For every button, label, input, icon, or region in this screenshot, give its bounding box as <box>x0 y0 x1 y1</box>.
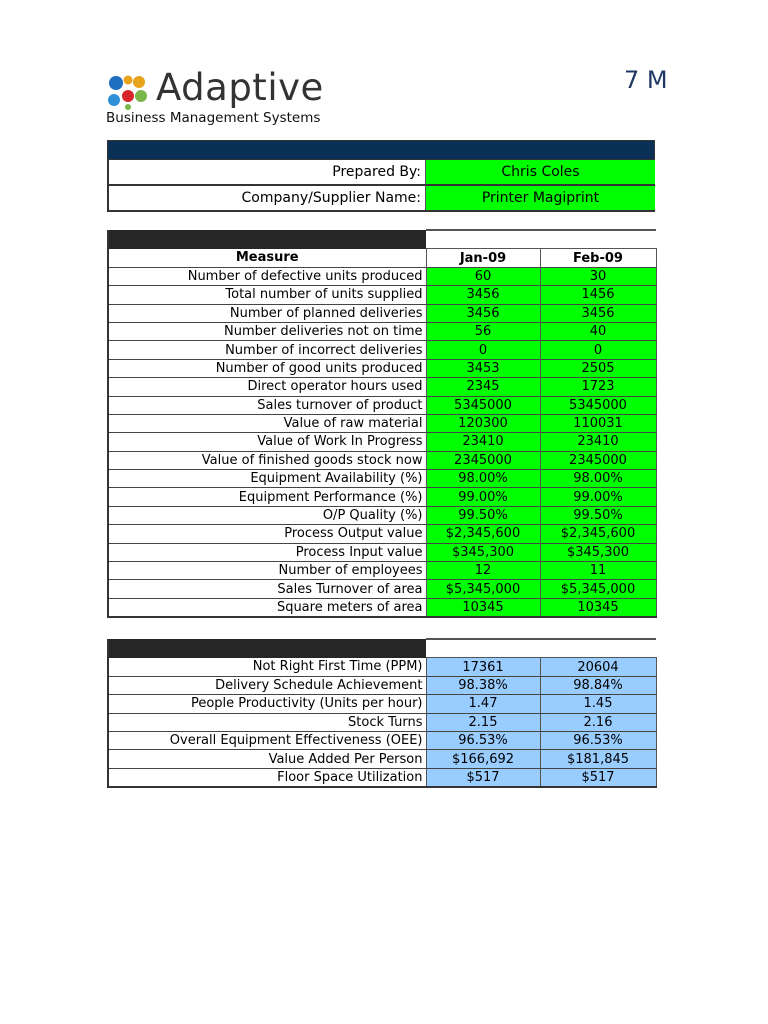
input-row <box>108 433 656 451</box>
cell-jan[interactable]: 60 <box>426 267 540 285</box>
cell-jan[interactable]: 99.50% <box>426 506 540 524</box>
cell-jan: 98.38% <box>426 676 540 694</box>
prepared-by-field[interactable]: Chris Coles <box>426 160 655 184</box>
input-row <box>108 322 656 340</box>
info-row-prepared-by <box>107 160 655 186</box>
cell-jan[interactable]: 2345000 <box>426 451 540 469</box>
input-row <box>108 488 656 506</box>
cell-feb[interactable]: 99.00% <box>540 488 656 506</box>
cell-jan[interactable]: 98.00% <box>426 470 540 488</box>
row-label: Value Added Per Person <box>108 750 426 768</box>
cell-jan[interactable]: 2345 <box>426 378 540 396</box>
cell-jan: 96.53% <box>426 731 540 749</box>
cell-jan[interactable]: $5,345,000 <box>426 580 540 598</box>
info-label: Company/Supplier Name: <box>109 186 426 210</box>
cell-jan[interactable]: 3456 <box>426 286 540 304</box>
input-row <box>108 304 656 322</box>
cell-jan: 1.47 <box>426 695 540 713</box>
input-row <box>108 341 656 359</box>
info-box <box>107 140 655 212</box>
row-label: Delivery Schedule Achievement <box>108 676 426 694</box>
row-label: Total number of units supplied <box>108 286 426 304</box>
input-row <box>108 562 656 580</box>
input-row <box>108 506 656 524</box>
cell-jan[interactable]: 3456 <box>426 304 540 322</box>
input-row <box>108 451 656 469</box>
inputs-body <box>108 267 656 617</box>
input-row <box>108 580 656 598</box>
row-label: Number of planned deliveries <box>108 304 426 322</box>
column-header-feb: Feb-09 <box>540 249 656 267</box>
row-label: Stock Turns <box>108 713 426 731</box>
cell-feb[interactable]: 5345000 <box>540 396 656 414</box>
info-header-bar <box>107 140 655 160</box>
cell-feb[interactable]: $2,345,600 <box>540 525 656 543</box>
row-label: Overall Equipment Effectiveness (OEE) <box>108 731 426 749</box>
results-table <box>107 638 657 788</box>
cell-jan[interactable]: 5345000 <box>426 396 540 414</box>
cell-jan[interactable]: 12 <box>426 562 540 580</box>
row-label: Sales Turnover of area <box>108 580 426 598</box>
input-row <box>108 359 656 377</box>
cell-jan[interactable]: $2,345,600 <box>426 525 540 543</box>
row-label: O/P Quality (%) <box>108 506 426 524</box>
row-label: Number deliveries not on time <box>108 322 426 340</box>
input-row <box>108 470 656 488</box>
result-row <box>108 731 656 749</box>
info-row-company <box>107 186 655 212</box>
row-label: Direct operator hours used <box>108 378 426 396</box>
cell-feb[interactable]: $5,345,000 <box>540 580 656 598</box>
cell-feb[interactable]: 2505 <box>540 359 656 377</box>
cell-jan[interactable]: $345,300 <box>426 543 540 561</box>
row-label: Number of good units produced <box>108 359 426 377</box>
row-label: Process Output value <box>108 525 426 543</box>
company-name-field[interactable]: Printer Magiprint <box>426 186 655 210</box>
cell-feb[interactable]: 2345000 <box>540 451 656 469</box>
row-label: Number of incorrect deliveries <box>108 341 426 359</box>
cell-feb: $181,845 <box>540 750 656 768</box>
cell-feb[interactable]: $345,300 <box>540 543 656 561</box>
input-row <box>108 414 656 432</box>
inputs-table <box>107 229 657 618</box>
results-section-header <box>108 639 656 658</box>
result-row <box>108 695 656 713</box>
input-row <box>108 396 656 414</box>
cell-feb: 98.84% <box>540 676 656 694</box>
inputs-section-header <box>108 230 656 249</box>
cell-feb[interactable]: 99.50% <box>540 506 656 524</box>
cell-feb: 1.45 <box>540 695 656 713</box>
row-label: Floor Space Utilization <box>108 768 426 787</box>
cell-feb[interactable]: 3456 <box>540 304 656 322</box>
cell-feb: 2.16 <box>540 713 656 731</box>
cell-feb[interactable]: 23410 <box>540 433 656 451</box>
logo-dots-icon <box>106 74 152 110</box>
results-body <box>108 658 656 787</box>
inputs-column-headers <box>108 249 656 267</box>
row-label: Square meters of area <box>108 598 426 617</box>
cell-feb[interactable]: 30 <box>540 267 656 285</box>
cell-feb: $517 <box>540 768 656 787</box>
page-title: 7 M <box>624 66 668 94</box>
cell-jan: $166,692 <box>426 750 540 768</box>
cell-jan: $517 <box>426 768 540 787</box>
row-label: Value of raw material <box>108 414 426 432</box>
cell-feb[interactable]: 10345 <box>540 598 656 617</box>
brand-tagline: Business Management Systems <box>106 110 321 126</box>
cell-jan: 2.15 <box>426 713 540 731</box>
cell-feb: 20604 <box>540 658 656 676</box>
cell-jan[interactable]: 10345 <box>426 598 540 617</box>
brand-name: Adaptive <box>156 66 324 109</box>
cell-jan[interactable]: 56 <box>426 322 540 340</box>
cell-feb: 96.53% <box>540 731 656 749</box>
row-label: Number of defective units produced <box>108 267 426 285</box>
column-header-jan: Jan-09 <box>426 249 540 267</box>
result-row <box>108 750 656 768</box>
row-label: Equipment Performance (%) <box>108 488 426 506</box>
row-label: Sales turnover of product <box>108 396 426 414</box>
row-label: Equipment Availability (%) <box>108 470 426 488</box>
result-row <box>108 658 656 676</box>
input-row <box>108 286 656 304</box>
row-label: Process Input value <box>108 543 426 561</box>
input-row <box>108 378 656 396</box>
cell-feb[interactable]: 1456 <box>540 286 656 304</box>
cell-feb[interactable]: 0 <box>540 341 656 359</box>
input-row <box>108 525 656 543</box>
result-row <box>108 768 656 787</box>
input-row <box>108 598 656 617</box>
cell-jan[interactable]: 0 <box>426 341 540 359</box>
cell-jan[interactable]: 3453 <box>426 359 540 377</box>
cell-feb[interactable]: 110031 <box>540 414 656 432</box>
row-label: Value of Work In Progress <box>108 433 426 451</box>
input-row <box>108 267 656 285</box>
cell-feb[interactable]: 98.00% <box>540 470 656 488</box>
result-row <box>108 713 656 731</box>
row-label: People Productivity (Units per hour) <box>108 695 426 713</box>
row-label: Number of employees <box>108 562 426 580</box>
row-label: Value of finished goods stock now <box>108 451 426 469</box>
cell-jan[interactable]: 120300 <box>426 414 540 432</box>
info-label: Prepared By: <box>109 160 426 184</box>
input-row <box>108 543 656 561</box>
row-label: Not Right First Time (PPM) <box>108 658 426 676</box>
result-row <box>108 676 656 694</box>
company-logo <box>106 66 376 130</box>
cell-jan: 17361 <box>426 658 540 676</box>
cell-feb[interactable]: 1723 <box>540 378 656 396</box>
column-header-measure: Measure <box>108 249 426 267</box>
cell-jan[interactable]: 23410 <box>426 433 540 451</box>
cell-feb[interactable]: 40 <box>540 322 656 340</box>
cell-jan[interactable]: 99.00% <box>426 488 540 506</box>
cell-feb[interactable]: 11 <box>540 562 656 580</box>
